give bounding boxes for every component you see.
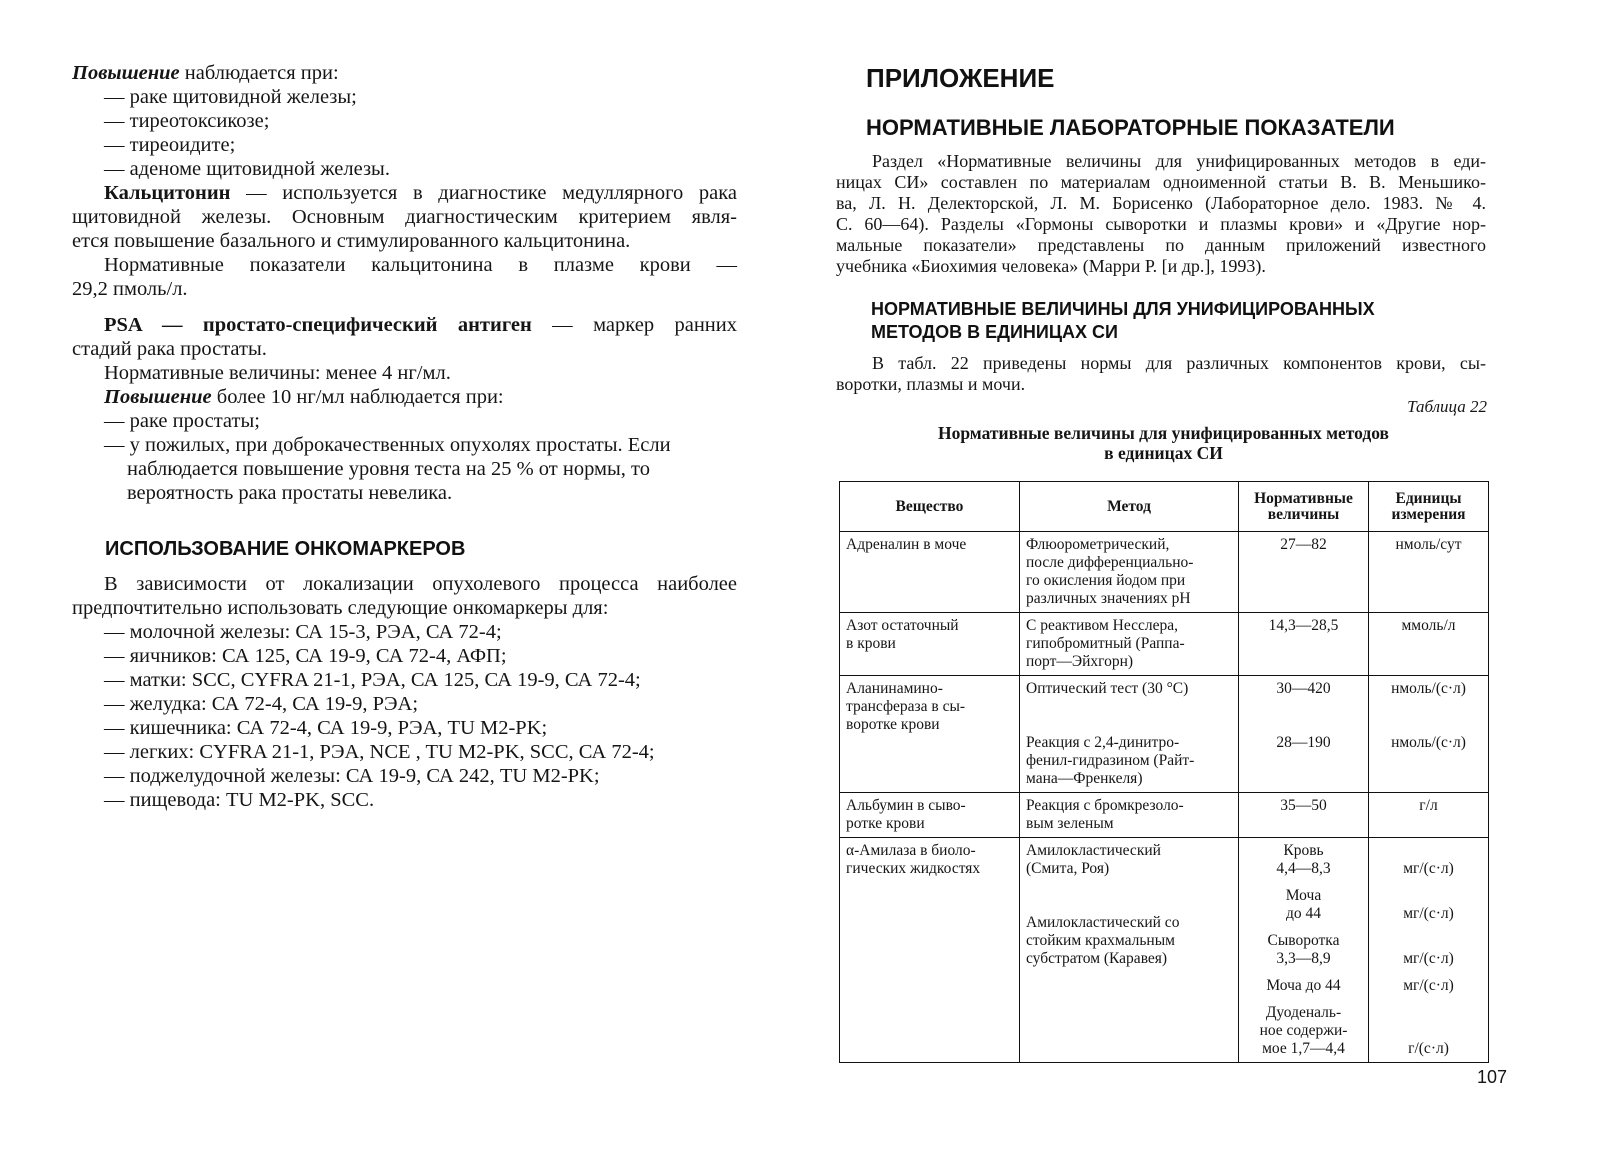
cell-line: мг/(с·л): [1403, 905, 1454, 922]
cell-line: стойким крахмальным: [1026, 932, 1175, 949]
cell-line: Реакция с 2,4-динитро-: [1026, 734, 1180, 751]
psa-block: [72, 313, 737, 505]
psa-norm: Нормативные величины: менее 4 нг/мл.: [104, 362, 451, 384]
cell-line: Моча: [1285, 887, 1322, 904]
cell-line: Азот остаточный: [846, 617, 959, 634]
paragraph-line: В зависимости от локализации опухолевого процесса наиболее: [104, 573, 737, 595]
cell-line: α-Амилаза в биоло-: [846, 842, 976, 859]
cell-line: (Смита, Роя): [1026, 860, 1110, 877]
list-item: — тиреотоксикозе;: [104, 110, 270, 132]
substance-cell: [840, 613, 1020, 676]
cell-line: Адреналин в моче: [846, 536, 967, 553]
value-cell: 35—50: [1239, 793, 1369, 838]
table-row: [840, 676, 1489, 793]
paragraph-line: предпочтительно использовать следующие онкомаркеры для:: [72, 597, 609, 619]
list-item: — молочной железы: СА 15-3, РЭА, СА 72-4;: [104, 621, 502, 643]
cell-line: субстратом (Каравея): [1026, 950, 1168, 967]
paragraph-line: ется повышение базального и стимулированного кальцитонина.: [72, 230, 631, 252]
list-item: — матки: SCC, CYFRA 21-1, РЭА, СА 125, СА 19-9, СА 72-4;: [104, 669, 641, 691]
unit-cell: г/л: [1369, 793, 1489, 838]
cell-line: г/(с·л): [1408, 1040, 1449, 1057]
paragraph-line: щитовидной железы. Основным диагностическим критерием явля-: [72, 206, 737, 228]
subsection-intro: [836, 353, 1486, 395]
value-cell: 27—82: [1239, 532, 1369, 613]
psa-increase-text: более 10 нг/мл наблюдается при:: [211, 386, 504, 408]
psa-term: PSA — простато-специфический антиген: [104, 314, 532, 336]
cell-line: мг/(с·л): [1403, 977, 1454, 994]
cell-line: 4,4—8,3: [1276, 860, 1331, 877]
substance-cell: [840, 838, 1020, 1063]
method-cell: [1020, 532, 1239, 613]
cell-line: нмоль/(с·л): [1391, 734, 1466, 751]
cell-line: ное содержи-: [1259, 1022, 1348, 1039]
cell-line: Оптический тест (30 °С): [1026, 680, 1189, 697]
cell-line: до 44: [1285, 905, 1321, 922]
cell-line: Кровь: [1283, 842, 1324, 859]
paragraph-line: Раздел «Нормативные величины для унифицированных методов в еди-: [872, 151, 1486, 171]
intro-paragraph: [836, 151, 1486, 277]
thyroid-increase-block: [72, 61, 737, 301]
substance-cell: [840, 793, 1020, 838]
cell-line: Реакция с бромкрезоло-: [1026, 797, 1184, 814]
subsection-title: [871, 298, 1375, 344]
cell-line: мана—Френкеля): [1026, 770, 1143, 787]
cell-line: Флюорометрический,: [1026, 536, 1170, 553]
cell-line: вым зеленым: [1026, 815, 1114, 832]
substance-cell: [840, 532, 1020, 613]
table-row: [840, 838, 1489, 1063]
method-cell: [1020, 838, 1239, 1063]
cell-line: мое 1,7—4,4: [1262, 1040, 1345, 1057]
cell-line: 28—190: [1276, 734, 1331, 751]
increase-text: наблюдается при:: [179, 62, 339, 84]
paragraph-line: стадий рака простаты.: [72, 338, 267, 360]
cell-line: трансфераза в сы-: [846, 698, 966, 715]
paragraph-line: С. 60—64). Разделы «Гормоны сыворотки и плазмы крови» и «Другие нор-: [836, 214, 1486, 234]
table-caption-line: в единицах СИ: [1104, 443, 1223, 463]
header-substance: Вещество: [840, 482, 1020, 532]
cell-line: Амилокластический со: [1026, 914, 1180, 931]
onco-block: [72, 572, 737, 812]
list-item: — аденоме щитовидной железы.: [104, 158, 390, 180]
cell-line: различных значениях pH: [1026, 590, 1191, 607]
paragraph-line: мальные показатели» представлены по данным приложений известного: [836, 235, 1486, 255]
list-item: — легких: CYFRA 21-1, РЭА, NCE , TU M2-PK, SCC, СА 72-4;: [104, 741, 655, 763]
psa-increase-term: Повышение: [104, 386, 212, 408]
cell-line: гипобромитный (Раппа-: [1026, 635, 1185, 652]
method-cell: [1020, 676, 1239, 793]
calcitonin-term: Кальцитонин: [104, 182, 231, 204]
header-method: Метод: [1020, 482, 1239, 532]
unit-cell: [1369, 838, 1489, 1063]
cell-line: фенил-гидразином (Райт-: [1026, 752, 1195, 769]
list-item-continuation: вероятность рака простаты невелика.: [127, 482, 453, 504]
cell-line: порт—Эйхгорн): [1026, 653, 1134, 670]
cell-line: го окисления йодом при: [1026, 572, 1186, 589]
unit-cell: [1369, 676, 1489, 793]
subsection-title-line: НОРМАТИВНЫЕ ВЕЛИЧИНЫ ДЛЯ УНИФИЦИРОВАННЫХ: [871, 299, 1375, 319]
calcitonin-text: — используется в диагностике медуллярного рака: [230, 182, 737, 204]
paragraph-line: воротки, плазмы и мочи.: [836, 374, 1026, 394]
list-item: — пищевода: TU M2-PK, SCC.: [104, 789, 375, 811]
cell-line: мг/(с·л): [1403, 860, 1454, 877]
list-item: — раке простаты;: [104, 410, 260, 432]
cell-line: после дифференциально-: [1026, 554, 1194, 571]
table-caption: [839, 423, 1488, 463]
table-row: [840, 613, 1489, 676]
cell-line: воротке крови: [846, 716, 940, 733]
cell-line: Аланинамино-: [846, 680, 943, 697]
substance-cell: [840, 676, 1020, 793]
unit-cell: ммоль/л: [1369, 613, 1489, 676]
left-page: [0, 0, 760, 1172]
subsection-title-line: МЕТОДОВ В ЕДИНИЦАХ СИ: [871, 322, 1118, 342]
cell-line: С реактивом Несслера,: [1026, 617, 1178, 634]
list-item: — желудка: СА 72-4, СА 19-9, РЭА;: [104, 693, 419, 715]
cell-line: Дуоденаль-: [1265, 1004, 1342, 1021]
table-header-row: [840, 482, 1489, 532]
table-row: [840, 793, 1489, 838]
value-cell: [1239, 676, 1369, 793]
cell-line: Моча до 44: [1266, 977, 1341, 994]
increase-term: Повышение: [72, 62, 180, 84]
paragraph-line: В табл. 22 приведены нормы для различных компонентов крови, сы-: [872, 353, 1486, 373]
cell-line: мг/(с·л): [1403, 950, 1454, 967]
value-cell: 14,3—28,5: [1239, 613, 1369, 676]
cell-line: Амилокластический: [1026, 842, 1161, 859]
cell-line: Сыворотка: [1267, 932, 1340, 949]
cell-line: 30—420: [1276, 680, 1331, 697]
cell-line: 3,3—8,9: [1276, 950, 1331, 967]
table-label: Таблица 22: [1407, 397, 1487, 416]
section-title: НОРМАТИВНЫЕ ЛАБОРАТОРНЫЕ ПОКАЗАТЕЛИ: [866, 115, 1395, 140]
cell-line: ротке крови: [846, 815, 925, 832]
table-row: [840, 532, 1489, 613]
right-page: [800, 0, 1601, 1172]
cell-line: Альбумин в сыво-: [846, 797, 966, 814]
header-units: Единицы измерения: [1369, 482, 1489, 532]
page-number: 107: [1476, 1067, 1507, 1087]
paragraph-line: Нормативные показатели кальцитонина в плазме крови —: [104, 254, 737, 276]
list-item-continuation: наблюдается повышение уровня теста на 25 % от нормы, то: [127, 458, 650, 480]
paragraph-line: ва, Л. Н. Делекторской, Л. М. Борисенко (Лабораторное дело. 1983. № 4.: [836, 193, 1486, 213]
cell-line: гических жидкостях: [846, 860, 981, 877]
paragraph-line: ницах СИ» составлен по материалам одноименной статьи В. В. Меньшико-: [836, 172, 1486, 192]
list-item: — поджелудочной железы: СА 19-9, СА 242, TU M2-PK;: [104, 765, 600, 787]
unit-cell: нмоль/сут: [1369, 532, 1489, 613]
header-values: Нормативные величины: [1239, 482, 1369, 532]
table-caption-line: Нормативные величины для унифицированных методов: [937, 423, 1390, 443]
list-item: — яичников: СА 125, СА 19-9, СА 72-4, АФП;: [104, 645, 507, 667]
method-cell: [1020, 793, 1239, 838]
list-item: — тиреоидите;: [104, 134, 236, 156]
list-item: — у пожилых, при доброкачественных опухолях простаты. Если: [104, 434, 671, 456]
psa-text: — маркер ранних: [531, 314, 737, 336]
appendix-title: ПРИЛОЖЕНИЕ: [866, 63, 1055, 93]
list-item: — раке щитовидной железы;: [104, 86, 357, 108]
method-cell: [1020, 613, 1239, 676]
onco-heading: ИСПОЛЬЗОВАНИЕ ОНКОМАРКЕРОВ: [105, 538, 466, 560]
cell-line: в крови: [846, 635, 896, 652]
norms-table: [839, 481, 1489, 1063]
value-cell: [1239, 838, 1369, 1063]
cell-line: нмоль/(с·л): [1391, 680, 1466, 697]
paragraph-line: учебника «Биохимия человека» (Марри Р. [и др.], 1993).: [836, 256, 1266, 276]
paragraph-line: 29,2 пмоль/л.: [72, 278, 188, 300]
list-item: — кишечника: СА 72-4, СА 19-9, РЭА, TU M2-PK;: [104, 717, 548, 739]
